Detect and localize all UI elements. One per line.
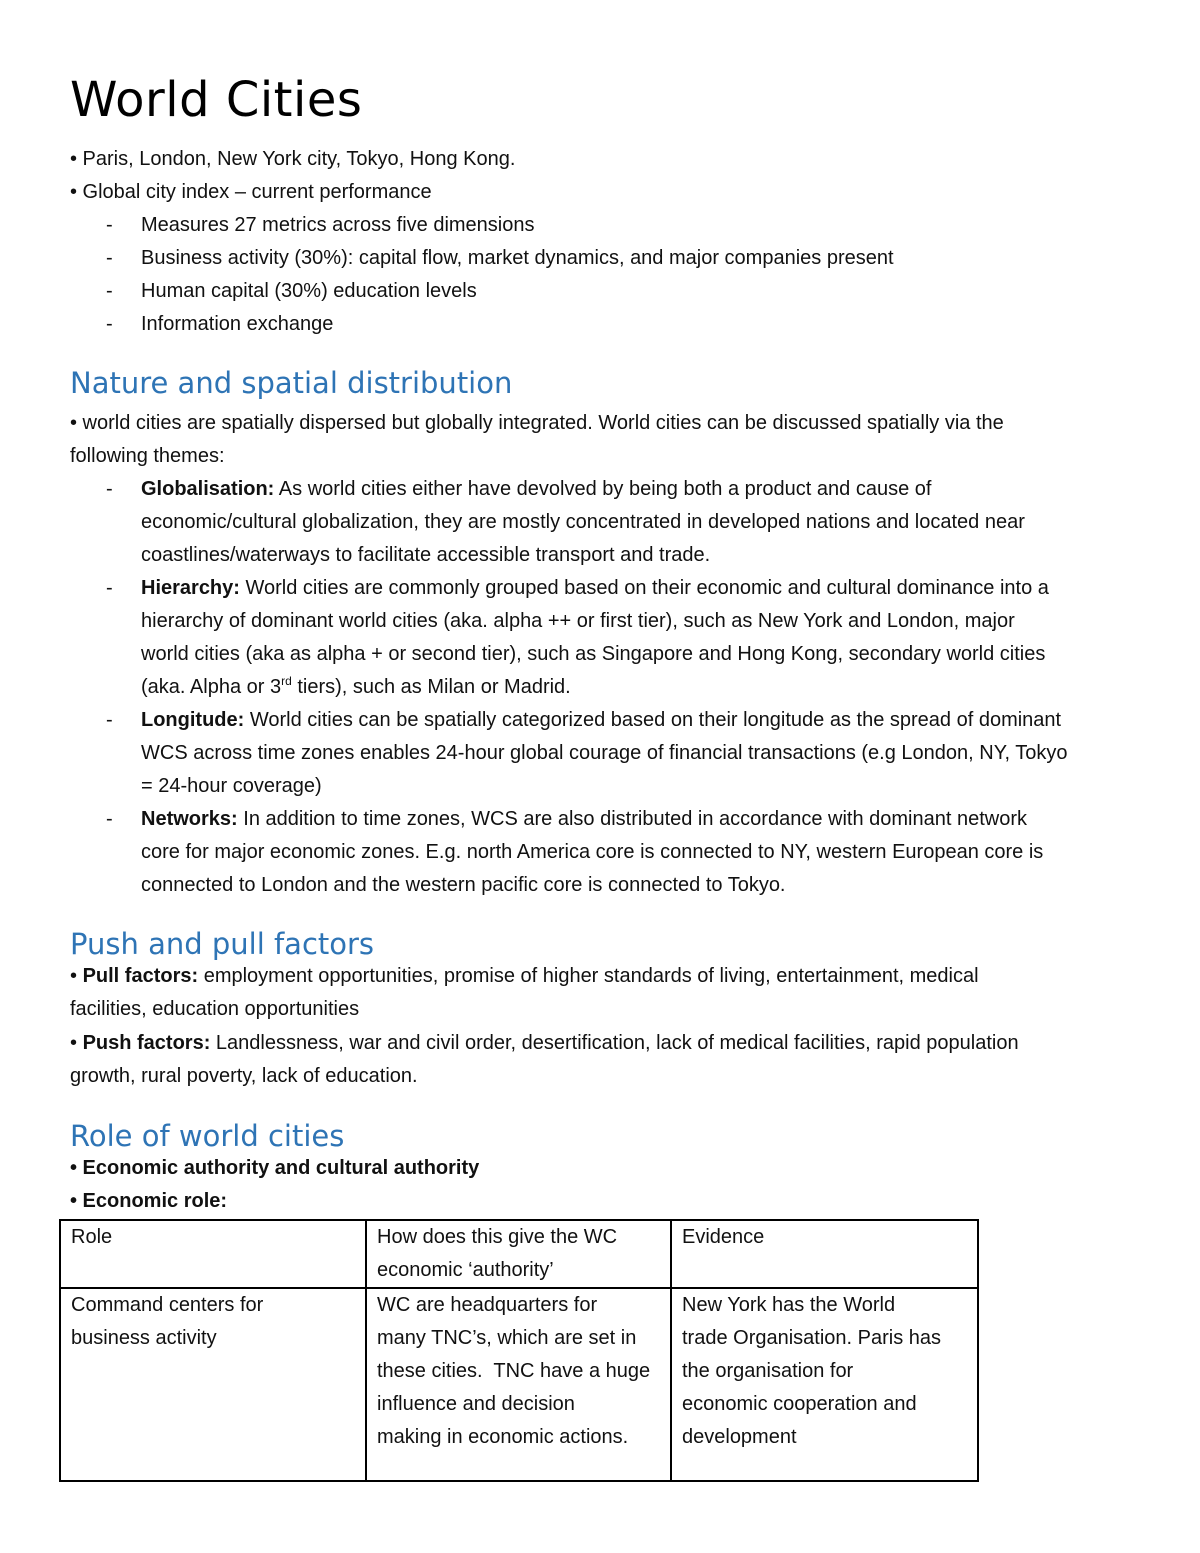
cell-line: New York has the World (682, 1294, 896, 1316)
bullet-cities: • Paris, London, New York city, Tokyo, Hong Kong. (70, 148, 516, 170)
gci-item: Measures 27 metrics across five dimensions (141, 214, 535, 236)
theme-text: As world cities either have devolved by being both a product and cause of (274, 478, 932, 500)
push-label: Push factors: (82, 1032, 211, 1054)
header-cell-how (366, 1220, 671, 1288)
theme-text: world cities (aka as alpha + or second tier), such as Singapore and Hong Kong, secondary world cities (141, 643, 1046, 665)
theme-hierarchy (141, 572, 1141, 605)
dash-marker: - (106, 709, 113, 731)
cell-line: economic cooperation and (682, 1393, 917, 1415)
cell-line: development (682, 1426, 797, 1448)
cell-line: WC are headquarters for (377, 1294, 598, 1316)
page-title: World Cities (70, 72, 363, 128)
theme-label: Longitude: (141, 709, 245, 731)
pull-label: Pull factors: (82, 965, 199, 987)
pull-text: facilities, education opportunities (70, 998, 360, 1020)
cell-line: influence and decision (377, 1393, 575, 1415)
heading-role: Role of world cities (70, 1119, 345, 1153)
table-header-row (60, 1220, 978, 1288)
theme-text: coastlines/waterways to facilitate accessible transport and trade. (141, 544, 711, 566)
ordinal-superscript: rd (281, 674, 292, 688)
gci-item: Business activity (30%): capital flow, market dynamics, and major companies present (141, 247, 894, 269)
header-cell-evidence (671, 1220, 978, 1288)
cell-how (366, 1288, 671, 1481)
theme-text: = 24-hour coverage) (141, 775, 322, 797)
cell-line: many TNC’s, which are set in (377, 1327, 637, 1349)
dash-marker: - (106, 478, 113, 500)
push-text: Landlessness, war and civil order, desertification, lack of medical facilities, rapid population (210, 1032, 1019, 1054)
theme-text-part: (aka. Alpha or 3 (141, 676, 282, 698)
theme-text: economic/cultural globalization, they are mostly concentrated in developed nations and located near (141, 511, 1025, 533)
header-cell-role (60, 1220, 366, 1288)
heading-push-pull: Push and pull factors (70, 927, 375, 961)
table-row (60, 1288, 978, 1481)
theme-text: World cities can be spatially categorized based on their longitude as the spread of dominant (244, 709, 1062, 731)
push-factors (70, 1027, 1019, 1060)
theme-text-part: tiers), such as Milan or Madrid. (291, 676, 571, 698)
bullet-economic-role: • Economic role: (70, 1190, 228, 1212)
theme-globalisation (141, 473, 1141, 506)
dash-marker: - (106, 313, 113, 335)
theme-label: Globalisation: (141, 478, 275, 500)
economic-role-table (59, 1219, 979, 1482)
cell-line: Role (71, 1226, 113, 1248)
bullet-marker: • (70, 965, 83, 987)
theme-text: connected to London and the western pacific core is connected to Tokyo. (141, 874, 786, 896)
bullet-marker: • (70, 1032, 83, 1054)
nature-intro-line: • world cities are spatially dispersed but globally integrated. World cities can be discussed spatially via the (70, 412, 1004, 434)
gci-item: Information exchange (141, 313, 334, 335)
cell-line: the organisation for (682, 1360, 854, 1382)
dash-marker: - (106, 247, 113, 269)
cell-line: these cities. TNC have a huge (377, 1360, 651, 1382)
nature-intro-line: following themes: (70, 445, 225, 467)
theme-label: Networks: (141, 808, 238, 830)
theme-text: core for major economic zones. E.g. north America core is connected to NY, western European core is (141, 841, 1044, 863)
push-text: growth, rural poverty, lack of education. (70, 1065, 418, 1087)
gci-item: Human capital (30%) education levels (141, 280, 477, 302)
cell-line: economic ‘authority’ (377, 1259, 554, 1281)
dash-marker: - (106, 214, 113, 236)
dash-marker: - (106, 577, 113, 599)
cell-line: Evidence (682, 1226, 765, 1248)
pull-factors (70, 960, 979, 993)
theme-label: Hierarchy: (141, 577, 240, 599)
cell-line: business activity (71, 1327, 217, 1349)
theme-text (141, 671, 1141, 704)
cell-line: trade Organisation. Paris has (682, 1327, 942, 1349)
bullet-authority: • Economic authority and cultural authority (70, 1157, 480, 1179)
cell-role (60, 1288, 366, 1481)
cell-evidence (671, 1288, 978, 1481)
cell-line: Command centers for (71, 1294, 264, 1316)
theme-networks (141, 803, 1141, 836)
dash-marker: - (106, 808, 113, 830)
theme-text: WCS across time zones enables 24-hour global courage of financial transactions (e.g London, NY, Tokyo (141, 742, 1068, 764)
bullet-gci: • Global city index – current performance (70, 181, 432, 203)
theme-text: World cities are commonly grouped based on their economic and cultural dominance into a (239, 577, 1049, 599)
heading-nature: Nature and spatial distribution (70, 366, 513, 400)
cell-line: making in economic actions. (377, 1426, 629, 1448)
cell-line: How does this give the WC (377, 1226, 618, 1248)
pull-text: employment opportunities, promise of higher standards of living, entertainment, medical (198, 965, 979, 987)
theme-text: hierarchy of dominant world cities (aka. alpha ++ or first tier), such as New York and London, major (141, 610, 1015, 632)
dash-marker: - (106, 280, 113, 302)
theme-text: In addition to time zones, WCS are also distributed in accordance with dominant network (237, 808, 1027, 830)
theme-longitude (141, 704, 1141, 737)
